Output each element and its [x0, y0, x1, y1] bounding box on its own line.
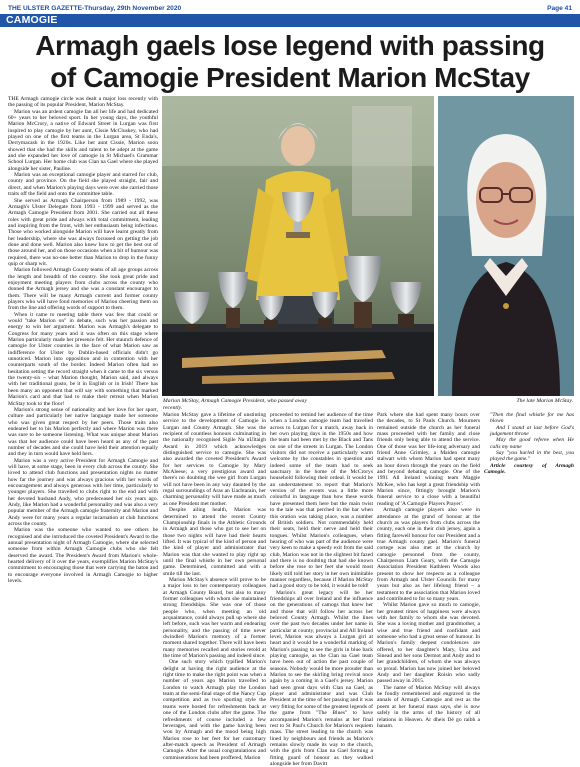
- article-paragraph: She served as Armagh Chairperson from 1989 - 1992, was Armagh's Ulster Delegate from 1993 - 1999 and served as the Armagh Camogie President from 2001. She carried out all these roles with great pride and always with total commitment, leading and inspiring from the front, with her enthusiasm being infectious. Those who worked alongside Marion will have learnt greatly from her leadership, where she was always focussed on getting the job done and done well. Marion also knew how to get the best out of those around her, and on those occasions when a bit of humour was required, there was no-one better than Marion to drop in the funny quip or sharp wit.: [8, 197, 158, 267]
- article-paragraph: Armagh camogie players also were in attendance at the grand of honour at the church as was players from clubs across the county, each one in their club jersey, again a fitting farewell honour for our President and a true Armagh county gael. Marion's funeral cortege was also met at the church by camogie personnel from the county, Chairperson Liam Geary, with the Camogie Association President Kathleen Woods also present to show her respects as a colleague from Armagh and Ulster Councils for many years but also as her lifelong friend – a testament to the association that Marion loved and contributed to for so many years.: [377, 507, 480, 602]
- article-column-2: [163, 412, 266, 761]
- portrait-photo-illustration: [438, 96, 574, 396]
- article-column-5: [484, 412, 574, 734]
- article-paragraph: Marion's great legacy will be her friendships all over Ireland and the influence on the generations of camogs that knew her and those that will follow her across her beloved County Armagh. Whilst the lines over the past two decades under her name in particular at county, provincial and All Ireland level, Marion was always a Lurgan girl at heart and it would be a wonderful marking of Marion's passing to see the girls in blue back playing camogie, as the Clan na Gael team have been out of action the past couple of seasons. Nobody would be more prouder than Marion to see the skirling bring revival once again by a coming in a Gael's jersey. Marion had seen great days with Clan na Gael, as player and administrator and was Club President at the time of her passing and it was very fitting for some of the greatest legends of the game from "The Blues" to have accompanied Marion's remains at her final rest to St Paul's Church for Marion's requiem mass. The street leading to the church was lined by neighbours and friends as Marion's remains slowly made its way to the church, with the girls from Clan na Gael forming a fitting guard of honour as they walked alongside her from Davitt: [270, 589, 373, 767]
- article-paragraph: Despite ailing health, Marion was determined to attend the recent County Championship finals in the Athletic Grounds in Armagh and those who got to see her on those two nights will have had their hearts lifted. It was typical of the kind of person and the kind of player and administrator that Marion was that she wanted to play right up until the final whistle in her own personal game. Determined, committed and with a smile till the last.: [163, 507, 266, 577]
- article-paragraph: Marion was an exceptional camogie player and starred for club, county and province. On the field she played straight, fair and direct, and when Marion's playing days were over she carried those traits off the field and onto the committee table.: [8, 172, 158, 198]
- article-paragraph: proceeded to remind her audience of the time when a London camogie team had travelled across to Lurgan for a match, away back in her own playing days in the 1950s and how the team had been met by the Black and Tans on one of the streets in Lurgan. The London visitors did not receive a particularly warm welcome by the constables in question and indeed some of the team had to seek sanctuary in the home of the McCrorys household following their ordeal. It would be an understatement to report that Marion's version of the events was a little more colourful in language than how these words have presented them here but the main twist to the tale was that perched in the bar when this oration was taking place, was a number of British soldiers. Not commendably held their seats, held their nerve and held their tongues. Whilst Marion's colleagues, when hearing of who was part of the audience were very keen to make a speedy exit from the said club, Marion was not in the slightest bit fazed and there is no doubting that had she known before she rose to her feet she would most likely still told her story in her own inimitable manner regardless, because if Marion McStay had a good story to be told, it would be told!: [270, 412, 373, 590]
- trophy-photo-illustration: [162, 96, 434, 396]
- article-paragraph: One such story which typified Marion's delight at having the right audience at the right time to make the right point was when a number of years ago Marion travelled to London to watch Armagh play the London team at the semi-final stage of the Nancy Cup competition and as two sporting style the teams were hosted for refreshments back at one of the London clubs after the game. The refreshments of course included a few beverages, and with the game having been won by Armagh and the mood being high Marion rose to her feet for her customary after-match speech as President of Armagh Camogie. After the usual congratulations and commiserations had been proffered, Marion: [163, 659, 266, 761]
- headline-line-1: Armagh gaels lose legend with passing: [35, 30, 545, 61]
- article-paragraph: Marion McStay gave a lifetime of unstinting service to the development of Camogie in Lurgan and County Armagh. She was the recipient of countless honours culminating in the nationally recognised Sigile Na nUltaigh Award in 2019 which acknowledges distinguished service to camogie. She was also awarded the coveted President's Award for her services to Camogie by Mary McAleese; a very prestigious award and there's no doubting the wee girl from Lurgan will not have been in any way daunted by the regal surroundings of Aras an Uachtarain, her charming personality will have made as much as one President met mother.: [163, 412, 266, 507]
- article-column-3: [270, 412, 373, 767]
- poem-line: Say "you hurled in the best, you played the game.": [490, 450, 574, 463]
- article-paragraph: Park where she had spent many hours over the decades, to St Pauls Church. Mourners remained outside the church as her funeral mass proceeded with her family and close friends only being able to attend the service. One of those was her life-long adversary and friend Anne Grimley, a Maiden camogie stalwart with whom Marion had spent many an hour down through the years on the field and beyond debating camogie. One of the 1991 All Ireland winning team Maggie McKee, who has kept a great friendship with Marion since, fittingly brought Marion's funeral service to a close with a beautiful reading of 'A Camogie Players Prayer'.: [377, 412, 480, 507]
- article-paragraph: The name of Marion McStay will always be fondly remembered and engraved in the annals of Armagh Camogie and rest as the poem at her funeral mass says, she is now safely in the arms of the history of all relations in Heaven. Ar dheis Dé go raibh a hanam.: [377, 684, 480, 729]
- article-paragraph: When it came to meeting table there was few that could or would "take Marion on" in debate, such was her passion and energy to win her argument. Marion was Armagh's delegate to Congress for many years and it was often on this stage where Marion particularly made her presence felt. Her staunch defence of camogie for Ulster counties in the face of what Marion saw as indifference for Ulster by Dublin-based officials didn't go unnoticed. Marion into opposition and in contention with her counterparts south of the border. Indeed Marion often had no hesitation setting the record straight when it came to the six versus the twenty-six – what Marion thought, Marion said, and always with her traditional gusto, be it in English or in Irish! There has been many an opponent that will say with something that marked Marion's card and that had to make their retreat when Marion McStay took to the floor!: [8, 311, 158, 407]
- article-paragraph: Marion's strong sense of nationality and her love for her sport, culture and particularly her native language made her someone who was given great respect by her peers. Those traits also endeared her to his Marion perfectly and where Marion was there was sure to be someone listening. What was unique about Marion was that her audience could have been heard as any of the past number of decades and she could have held their attention equally and they in turn would have held hers.: [8, 406, 158, 458]
- poem-line: "Then the final whistle for me has blown: [490, 412, 574, 425]
- article-paragraph: Marion followed Armagh County teams of all age groups across the length and breadth of the country. She took great pride and enjoyment meeting players from clubs across the county who donned the Armagh jersey and she was a constant encourager to them. There will be many Armagh current and former county players who will have fond memories of Marion cheering them on from the line and offering words of support to them.: [8, 267, 158, 312]
- poem-line: May the good referee when He calls my name: [490, 437, 574, 450]
- article-signoff: Article courtesy of Armagh Camogie.: [484, 462, 574, 476]
- section-bar: [0, 14, 580, 27]
- article-paragraph: THE Armagh camogie circle was dealt a major loss recently with the passing of its popular President, Marion McStay.: [8, 96, 158, 109]
- photo-marion-with-trophies: [162, 96, 434, 396]
- page-number: Page 41: [547, 4, 572, 12]
- section-label: CAMOGIE: [6, 14, 58, 26]
- article-column-left: [8, 96, 158, 732]
- headline-line-2: of Camogie President Marion McStay: [50, 62, 530, 93]
- article-column-4: [377, 412, 480, 734]
- photo-caption-left: Marion McStay, Armagh Camogie President, who passed away recently.: [163, 398, 307, 411]
- photo-marion-portrait: [438, 96, 574, 396]
- poem-line: And I stand at last before God's judgement throne: [490, 424, 574, 438]
- article-paragraph: Marion was the someone who wanted to see others be recognised and she introduced the coveted President's Award to the annual presentation night of Armagh Camogie, where she selected someone from within Armagh Camogie clubs who she felt deserved the award. The President's Award from Marion's whole-hearted delivery of it over the years, exemplifies Marion McStay's commitment to encouraging those that were carrying the baton and to encourage everyone involved in Armagh Camogie to higher levels.: [8, 527, 158, 585]
- publication-date: THE ULSTER GAZETTE-Thursday, 29th November 2020: [8, 4, 182, 12]
- article-paragraph: Marion was a very active President for Armagh Camogie and will have, at some stage, been in every club across the county. She loved to attend club functions and presentation nights no matter how far the journey and was always gracious with her words of encouragement and always generous with her time, particularly to younger players. She travelled to clubs right to the end and with her devoted husband Andy, who predeceased her six years ago. Andy, like Marion had a wonderful personality and was also a very popular member of the Armagh camogie fraternity and Marion and Andy were for many years a regular incarnation at club functions across the county.: [8, 457, 158, 528]
- masthead-strip: [8, 2, 572, 14]
- article-paragraph: Marion McStay's absence will prove to be a major loss to her contemporary colleagues at Armagh County Board, but also to many former colleagues with whom she maintained strong friendships. She was one of those people who, when meeting an old acquaintance, could always pull up where she left before, such was her warm and endearing personality, and the passing of time never dwindled Marion's memory of a former moment shared together. There will have been many memories recalled and stories retold at the time of Marion's passing and indeed since.: [163, 576, 266, 660]
- article-paragraph: Whilst Marion gave so much to camogie, her greatest times of happiness were always with her family to whom she was devoted. She was a loving mother and grandmother, a wise and true friend and confidant and someone who had a great sense of humour. In Marion's family deepest condolences are offered, to her daughter's Mary, Una and Sinead and her sons Dermot and Andy and to her grandchildren, of whom she was always so proud. Marion has now joined her beloved Andy and her daughter Roisin who sadly passed away in 2015.: [377, 602, 480, 685]
- photo-caption-right: The late Marion McStay.: [516, 398, 573, 404]
- headline: [6, 30, 574, 94]
- article-paragraph: Marion was an ardent camogie fan all her life and had dedicated 60+ years to her beloved sport. In her young days, the youthful Marion McCrory, a native of Edward Street in Lurgan was first inspired to play camogie by her aunt, Cissie McCluskey, who had played on one of the first teams in the Lurgan area, St Enda's, Derrymacash in the 1920s. Like her aunt Cissie, Marion soon showed that she had the skills and talent to be adept at the game and she expanded her love of camogie in St Michael's Grammar School Lurgan. Her home club was Clan na Gael where she played alongside her sister, Pauline.: [8, 108, 158, 172]
